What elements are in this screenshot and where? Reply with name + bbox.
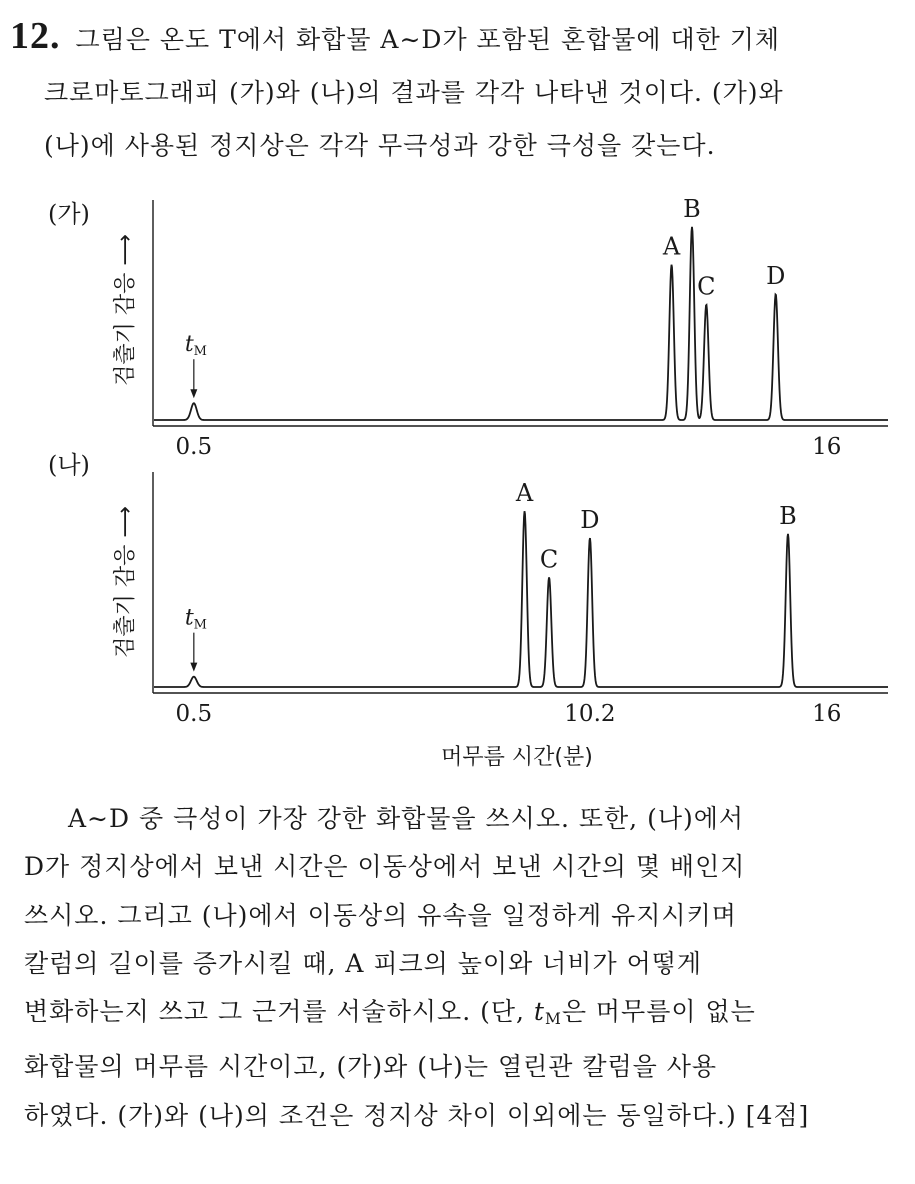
question-number: 12.: [10, 15, 61, 57]
peak-label-b: B: [683, 194, 701, 223]
body-line-4: 칼럼의 길이를 증가시킬 때, A 피크의 높이와 너비가 어떻게: [24, 948, 703, 978]
tick-labels-na: [176, 701, 842, 727]
tm-label: tM: [184, 605, 207, 633]
tm-marker-ga: [185, 332, 207, 398]
question-intro: [10, 10, 905, 172]
tm-marker-na: [185, 606, 207, 672]
peak-labels-ga: [662, 195, 785, 301]
body-line-3: 쓰시오. 그리고 (나)에서 이동상의 유속을 일정하게 유지시키며: [24, 900, 737, 930]
body-line-6: 화합물의 머무름 시간이고, (가)와 (나)는 열린관 칼럼을 사용: [24, 1052, 718, 1082]
panel-label-ga: (가): [48, 200, 90, 228]
tm-symbol: t: [533, 997, 545, 1027]
y-axis-label-na: 검출기 감응 ⟶: [113, 506, 138, 658]
peak-label-c: C: [539, 545, 559, 574]
chart-panel-ga: [48, 195, 888, 460]
tm-arrow-head: [190, 389, 197, 398]
y-axis-label-ga: 검출기 감응 ⟶: [113, 234, 138, 386]
peak-label-c: C: [697, 272, 716, 301]
peak-label-a: A: [515, 479, 534, 508]
peak-label-a: A: [662, 232, 681, 261]
body-line-2: D가 정지상에서 보낸 시간은 이동상에서 보낸 시간의 몇 배인지: [24, 852, 746, 882]
tm-arrow-head: [190, 663, 197, 672]
tick-label: 16: [812, 701, 842, 727]
chromatogram-figure: [0, 190, 915, 790]
tick-label: 0.5: [175, 701, 213, 727]
tick-label: 0.5: [175, 434, 213, 460]
tick-labels-ga: [176, 434, 842, 460]
body-line-5: 변화하는지 쓰고 그 근거를 서술하시오. (단, $t_M$은 머무름이 없는: [24, 997, 756, 1029]
peak-label-d: D: [580, 505, 600, 534]
tm-label: tM: [184, 332, 207, 360]
chart-panel-na: [48, 451, 888, 770]
tm-subscript: M: [544, 1010, 562, 1029]
peak-labels-na: [515, 479, 797, 573]
peak-label-b: B: [779, 501, 797, 530]
peak-label-d: D: [766, 262, 786, 290]
body-line-7: 하였다. (가)와 (나)의 조건은 정지상 차이 이외에는 동일하다.) [4점]: [24, 1100, 810, 1130]
question-body: [24, 795, 894, 1140]
body-line-1: A∼D 중 극성이 가장 강한 화합물을 쓰시오. 또한, (나)에서: [68, 804, 745, 833]
tick-label: 16: [812, 434, 842, 460]
intro-line-1: 12. 그림은 온도 T에서 화합물 A∼D가 포함된 혼합물에 대한 기체: [10, 15, 781, 57]
chromatogram-trace-ga: [154, 227, 888, 420]
intro-line-3: (나)에 사용된 정지상은 각각 무극성과 강한 극성을 갖는다.: [44, 131, 716, 160]
tick-label: 10.2: [564, 701, 616, 727]
chromatogram-trace-na: [154, 511, 888, 687]
panel-label-na: (나): [48, 451, 90, 479]
intro-line-2: 크로마토그래피 (가)와 (나)의 결과를 각각 나타낸 것이다. (가)와: [44, 78, 784, 107]
x-axis-label-na: 머무름 시간(분): [441, 745, 593, 770]
